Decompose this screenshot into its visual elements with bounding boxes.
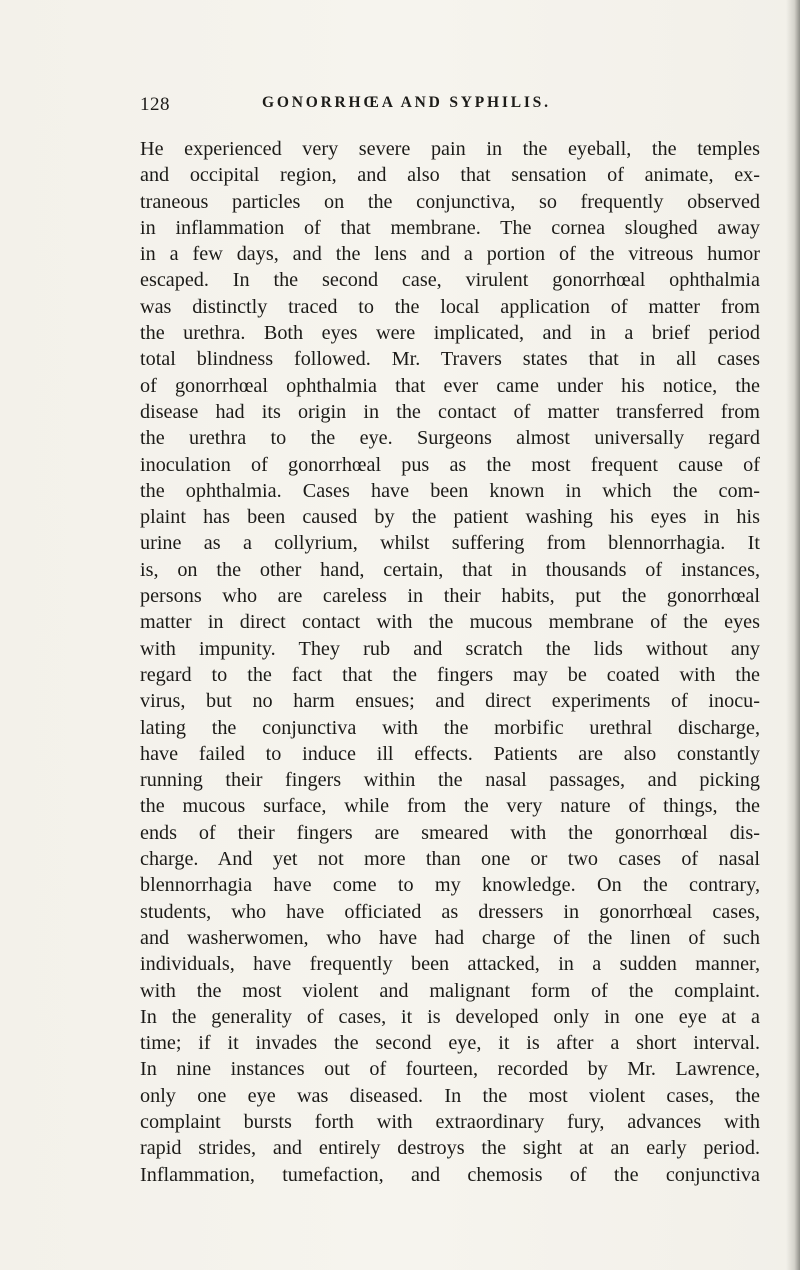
text-line: blennorrhagia have come to my knowledge. On the contrary, bbox=[140, 874, 760, 897]
text-line: is, on the other hand, certain, that in thousands of instances, bbox=[140, 558, 760, 581]
text-line: individuals, have frequently been attacked, in a sudden manner, bbox=[140, 953, 760, 976]
page-edge-shadow bbox=[786, 0, 800, 1270]
text-line: the urethra. Both eyes were implicated, and in a brief period bbox=[140, 322, 760, 345]
text-line: In the generality of cases, it is developed only in one eye at a bbox=[140, 1005, 760, 1028]
text-line: persons who are careless in their habits, put the gonorrhœal bbox=[140, 585, 760, 608]
text-line: time; if it invades the second eye, it is after a short interval. bbox=[140, 1032, 760, 1055]
text-line: inoculation of gonorrhœal pus as the most frequent cause of bbox=[140, 453, 760, 476]
text-line: the mucous surface, while from the very nature of things, the bbox=[140, 795, 760, 818]
text-line: He experienced very severe pain in the eyeball, the temples bbox=[140, 138, 760, 160]
text-line: with the most violent and malignant form of the complaint. bbox=[140, 979, 760, 1002]
page-number: 128 bbox=[140, 94, 170, 115]
text-line: and washerwomen, who have had charge of the linen of such bbox=[140, 926, 760, 949]
text-line: Inflammation, tumefaction, and chemosis of the conjunctiva bbox=[140, 1163, 760, 1186]
text-line: escaped. In the second case, virulent gonorrhœal ophthalmia bbox=[140, 269, 760, 292]
text-line: in a few days, and the lens and a portion of the vitreous humor bbox=[140, 243, 760, 266]
text-line: rapid strides, and entirely destroys the sight at an early period. bbox=[140, 1137, 760, 1160]
text-line: urine as a collyrium, whilst suffering from blennorrhagia. It bbox=[140, 532, 760, 555]
page-header bbox=[140, 94, 760, 120]
text-line: have failed to induce ill effects. Patients are also constantly bbox=[140, 742, 760, 765]
text-line: ends of their fingers are smeared with the gonorrhœal dis- bbox=[140, 821, 760, 844]
text-line: In nine instances out of fourteen, recorded by Mr. Lawrence, bbox=[140, 1058, 760, 1081]
text-line: of gonorrhœal ophthalmia that ever came under his notice, the bbox=[140, 374, 760, 397]
text-line: complaint bursts forth with extraordinary fury, advances with bbox=[140, 1110, 760, 1133]
text-line: was distinctly traced to the local application of matter from bbox=[140, 295, 760, 318]
text-line: and occipital region, and also that sensation of animate, ex- bbox=[140, 164, 760, 187]
text-line: traneous particles on the conjunctiva, so frequently observed bbox=[140, 190, 760, 213]
text-line: total blindness followed. Mr. Travers states that in all cases bbox=[140, 348, 760, 371]
text-line: matter in direct contact with the mucous membrane of the eyes bbox=[140, 611, 760, 634]
text-line: students, who have officiated as dressers in gonorrhœal cases, bbox=[140, 900, 760, 923]
text-line: plaint has been caused by the patient washing his eyes in his bbox=[140, 506, 760, 529]
text-line: the urethra to the eye. Surgeons almost universally regard bbox=[140, 427, 760, 450]
text-line: virus, but no harm ensues; and direct experiments of inocu- bbox=[140, 690, 760, 713]
text-line: regard to the fact that the fingers may be coated with the bbox=[140, 663, 760, 686]
text-line: lating the conjunctiva with the morbific urethral discharge, bbox=[140, 716, 760, 739]
text-line: with impunity. They rub and scratch the lids without any bbox=[140, 637, 760, 660]
text-line: in inflammation of that membrane. The cornea sloughed away bbox=[140, 216, 760, 239]
text-line: only one eye was diseased. In the most violent cases, the bbox=[140, 1084, 760, 1107]
text-line: running their fingers within the nasal passages, and picking bbox=[140, 769, 760, 792]
running-title: GONORRHŒA AND SYPHILIS. bbox=[262, 94, 551, 111]
text-line: the ophthalmia. Cases have been known in which the com- bbox=[140, 479, 760, 502]
body-text bbox=[140, 136, 760, 1188]
text-line: charge. And yet not more than one or two cases of nasal bbox=[140, 848, 760, 871]
text-line: disease had its origin in the contact of matter transferred from bbox=[140, 400, 760, 423]
